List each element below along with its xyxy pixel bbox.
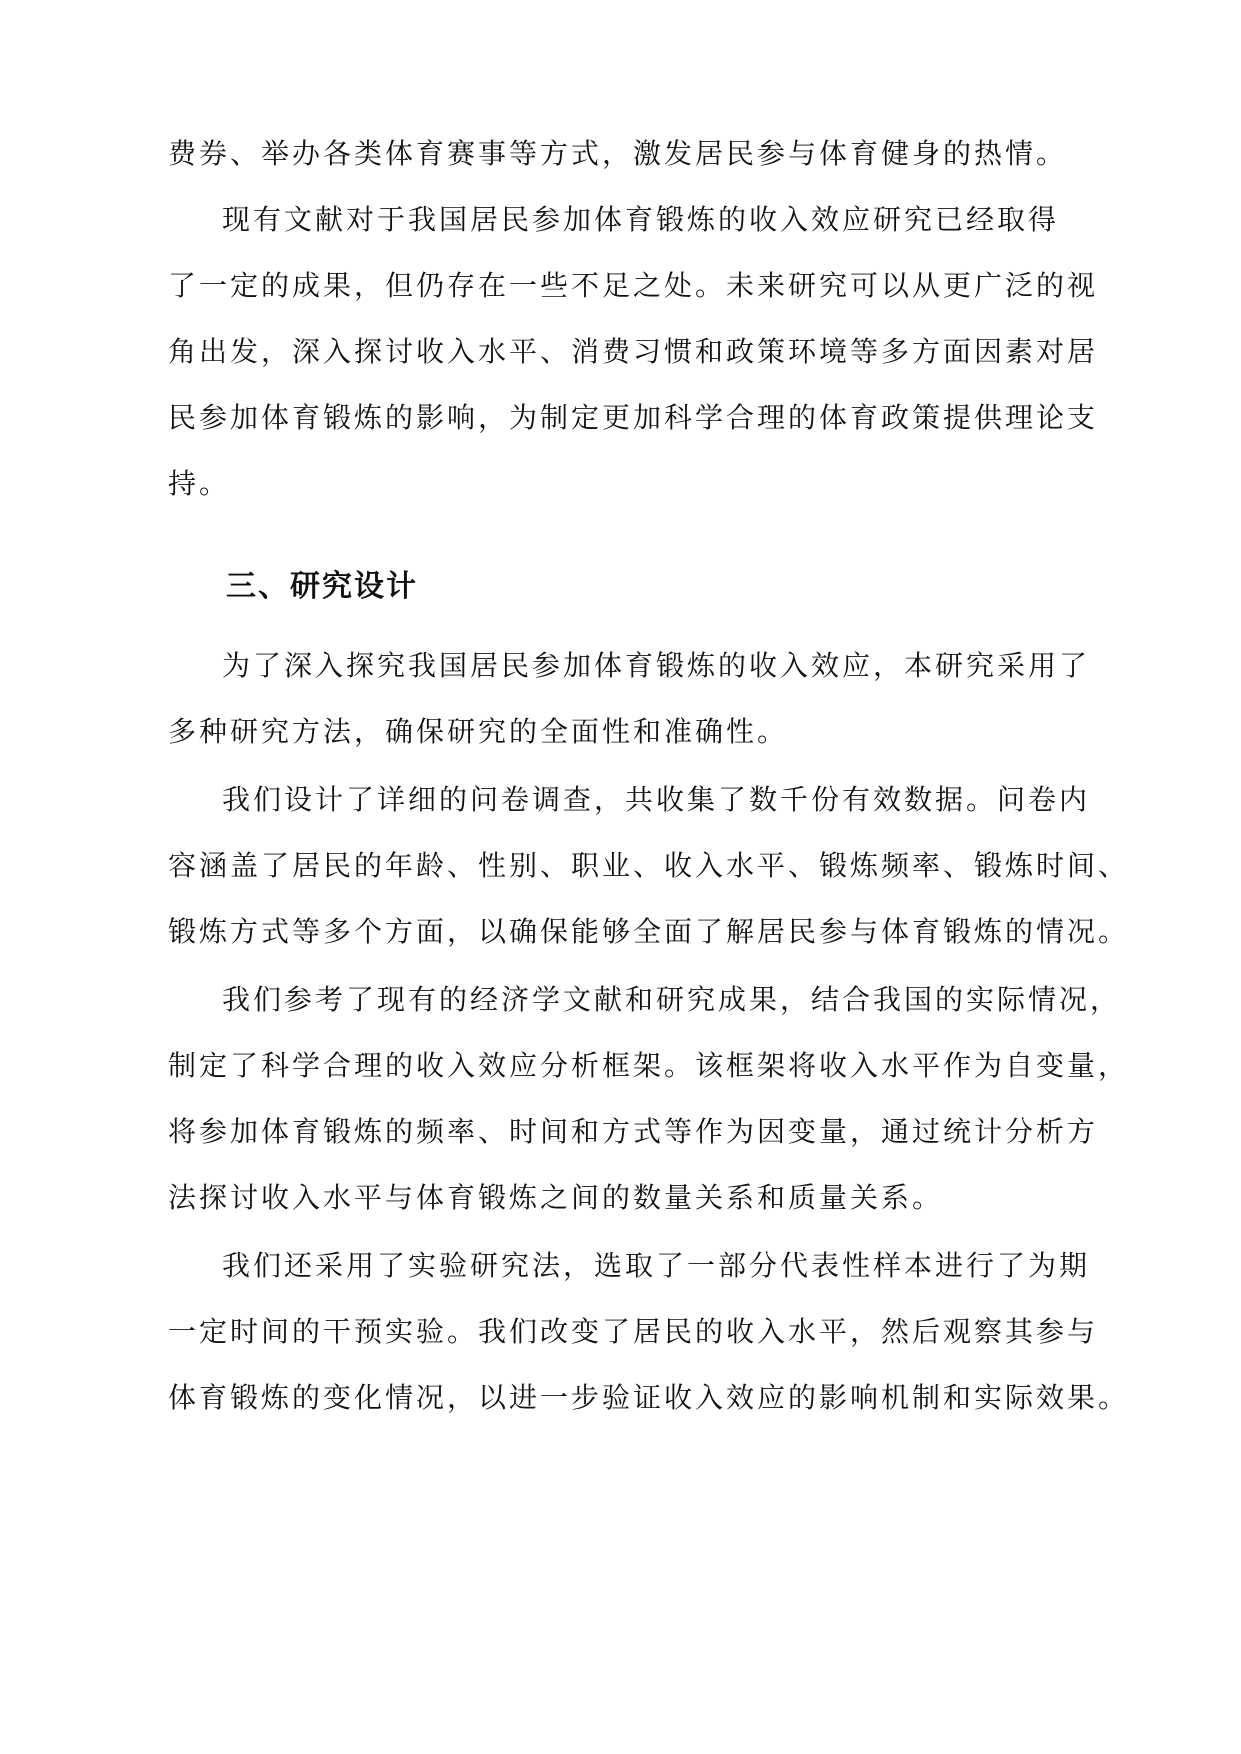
paragraph-line: 一定时间的干预实验。我们改变了居民的收入水平，然后观察其参与 [168, 1315, 1099, 1348]
paragraph-line: 角出发，深入探讨收入水平、消费习惯和政策环境等多方面因素对居 [168, 335, 1099, 368]
paragraph-line: 制定了科学合理的收入效应分析框架。该框架将收入水平作为自变量， [168, 1049, 1130, 1082]
paragraph-line: 将参加体育锻炼的频率、时间和方式等作为因变量，通过统计分析方 [168, 1115, 1099, 1148]
paragraph-line: 民参加体育锻炼的影响，为制定更加科学合理的体育政策提供理论支 [168, 401, 1099, 434]
paragraph-line: 体育锻炼的变化情况，以进一步验证收入效应的影响机制和实际效果。 [168, 1381, 1130, 1414]
section-heading: 三、研究设计 [226, 569, 418, 604]
paragraph-line: 我们还采用了实验研究法，选取了一部分代表性样本进行了为期 [222, 1249, 1091, 1282]
paragraph-line: 为了深入探究我国居民参加体育锻炼的收入效应，本研究采用了 [222, 649, 1091, 682]
paragraph-line: 现有文献对于我国居民参加体育锻炼的收入效应研究已经取得 [222, 203, 1060, 236]
paragraph-line: 费券、举办各类体育赛事等方式，激发居民参与体育健身的热情。 [168, 137, 1068, 170]
paragraph-line: 多种研究方法，确保研究的全面性和准确性。 [168, 715, 789, 748]
paragraph-line: 容涵盖了居民的年龄、性别、职业、收入水平、锻炼频率、锻炼时间、 [168, 849, 1130, 882]
paragraph-line: 我们设计了详细的问卷调查，共收集了数千份有效数据。问卷内 [222, 783, 1091, 816]
paragraph-line: 了一定的成果，但仍存在一些不足之处。未来研究可以从更广泛的视 [168, 269, 1099, 302]
paragraph-line: 法探讨收入水平与体育锻炼之间的数量关系和质量关系。 [168, 1181, 944, 1214]
paragraph-line: 锻炼方式等多个方面，以确保能够全面了解居民参与体育锻炼的情况。 [168, 915, 1130, 948]
paragraph-line: 持。 [168, 467, 231, 500]
paragraph-line: 我们参考了现有的经济学文献和研究成果，结合我国的实际情况， [222, 983, 1122, 1016]
